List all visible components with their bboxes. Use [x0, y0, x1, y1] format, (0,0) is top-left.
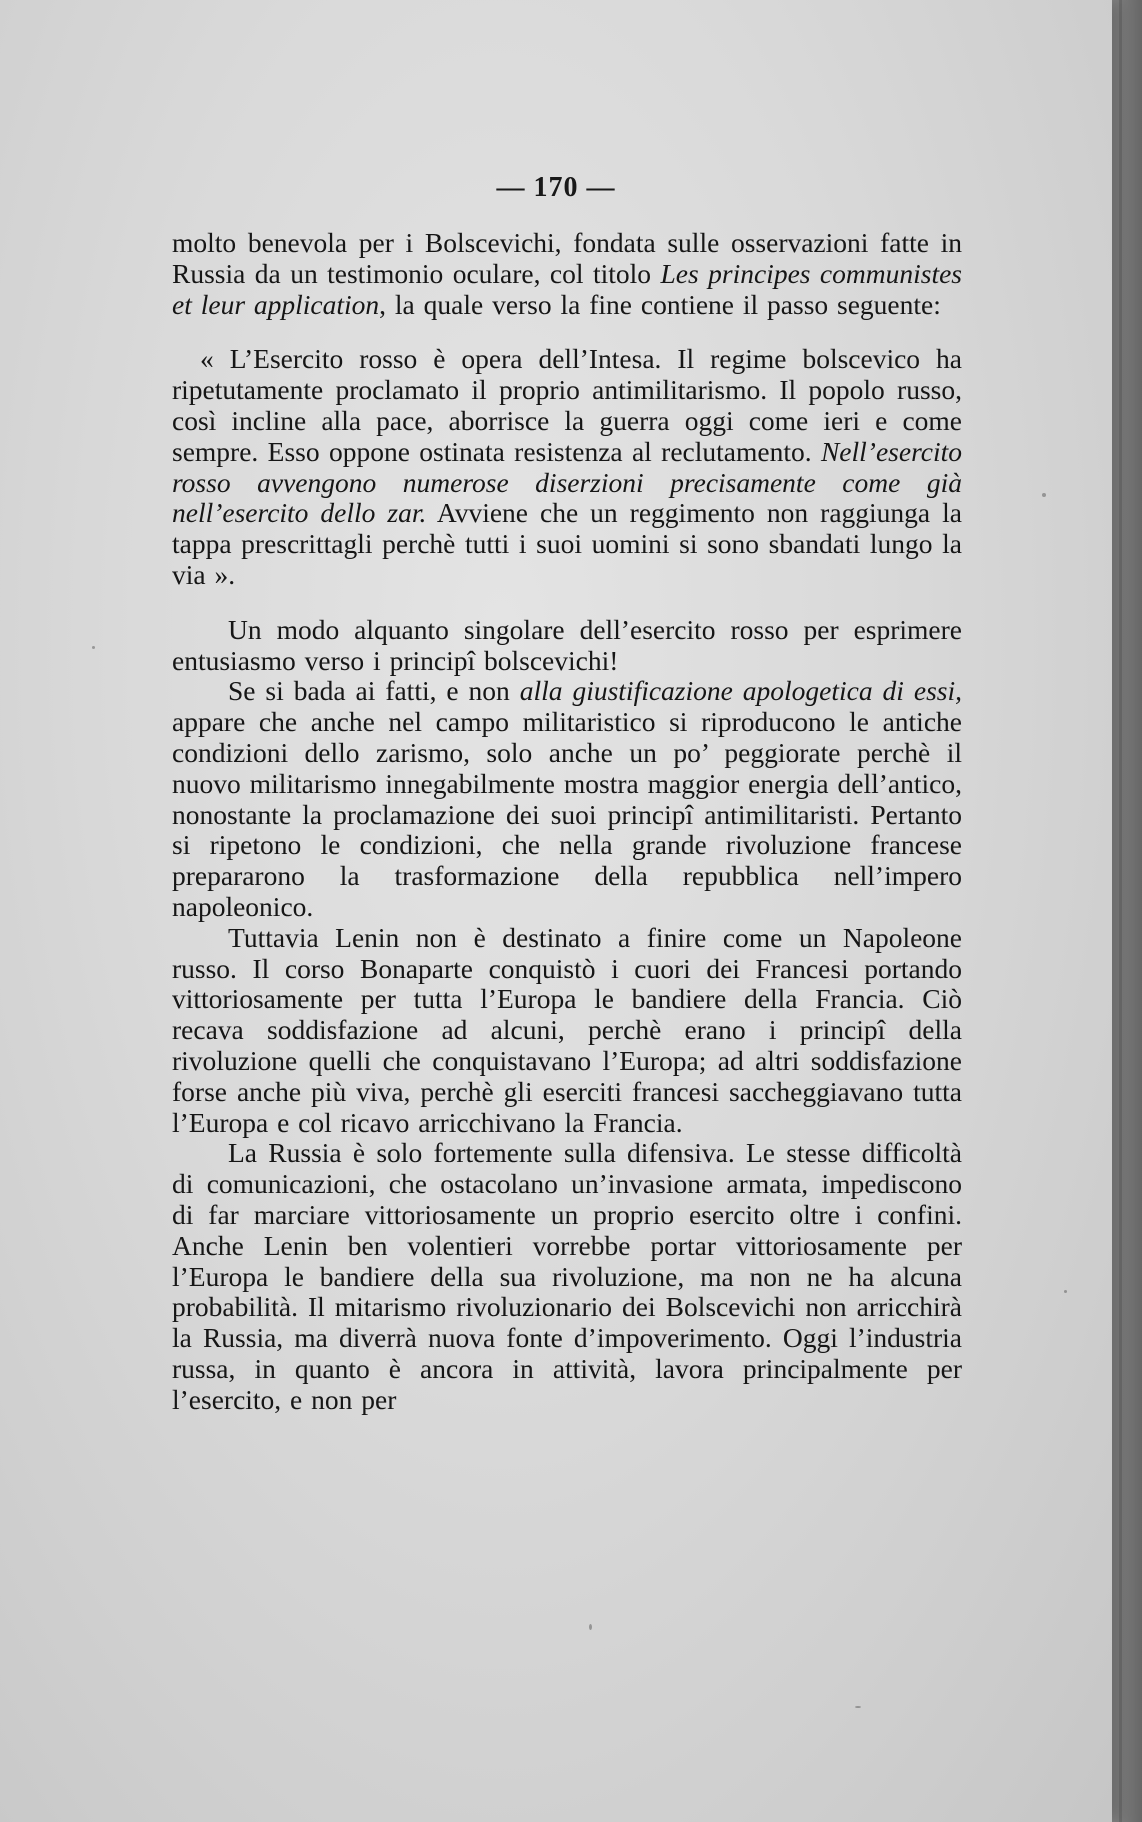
book-title-italic: Les principes communistes et leur application	[172, 257, 962, 320]
paragraph-5: Tuttavia Lenin non è destinato a finire come un Napoleone russo. Il corso Bonaparte conquistò i cuori dei Francesi portando vittoriosamente per tutta l’Europa le bandiere della Francia. Ciò recava soddisfazione ad alcuni, perchè erano i principî della rivoluzione quelli che conquistavano l’Europa; ad altri soddisfazione forse anche più viva, perchè gli eserciti francesi saccheggiavano tutta l’Europa e col ricavo arricchivano la Francia.	[172, 921, 962, 1138]
intro-text: molto benevola per i Bolscevichi, fondata sulle osservazioni fatte in Russia da un testimonio oculare, col titolo	[172, 227, 962, 289]
page-edge-shadow	[1119, 0, 1122, 1822]
dust-speck	[855, 1706, 861, 1708]
dust-speck	[1064, 1290, 1067, 1293]
dust-speck	[92, 646, 95, 649]
dust-speck	[589, 1624, 592, 1630]
quotation-paragraph	[172, 344, 962, 590]
paragraph-3: Un modo alquanto singolare dell’esercito rosso per esprimere entusiasmo verso i principî bolscevichi!	[172, 613, 962, 676]
dust-speck	[1042, 493, 1046, 497]
paragraph-6: La Russia è solo fortemente sulla difensiva. Le stesse difficoltà di comunicazioni, che ostacolano un’invasione armata, impediscono di far marciare vittoriosamente un proprio esercito oltre i confini. Anche Lenin ben volentieri vorrebbe portar vittoriosamente per l’Europa le bandiere della sua rivoluzione, ma non ne ha alcuna probabilità. Il mitarismo rivoluzionario dei Bolscevichi non arricchirà la Russia, ma diverrà nuova fonte d’impoverimento. Oggi l’industria russa, in quanto è ancora in attività, lavora principalmente per l’esercito, e non per	[172, 1137, 962, 1415]
p4-start-text: Se si bada ai fatti, e non	[228, 675, 520, 707]
intro-end-text: , la quale verso la fine contiene il passo seguente:	[379, 288, 941, 320]
quote-end-text: Avviene che un reggimento non raggiunga la tappa prescrittagli perchè tutti i suoi uomini si sono sbandati lungo la via ».	[172, 497, 962, 590]
quote-start-text: « L’Esercito rosso è opera dell’Intesa. Il regime bolscevico ha ripetutamente proclamato il proprio antimilitarismo. Il popolo russo, così incline alla pace, aborrisce la guerra oggi come ieri e come sempre. Esso oppone ostinata resistenza al reclutamento.	[172, 343, 962, 467]
page-number: — 170 —	[496, 172, 616, 203]
p4-end-text: appare che anche nel campo militaristico si riproducono le antiche condizioni dello zarismo, solo anche un po’ peggiorate perchè il nuovo militarismo innegabilmente mostra maggior energia dell’antico, nonostante la proclamazione dei suoi principî antimilitaristi. Pertanto si ripetono le condizioni, che nella grande rivoluzione francese prepararono la trasformazione della repubblica nell’impero napoleonico.	[172, 706, 962, 922]
body-text	[172, 228, 962, 1415]
quote-italic-text: Nell’esercito rosso avvengono numerose diserzioni precisamente come già nell’esercito dello zar.	[172, 435, 962, 529]
p4-italic-text: alla giustificazione apologetica di essi,	[519, 675, 962, 707]
paragraph-4	[172, 676, 962, 922]
intro-paragraph	[172, 228, 962, 320]
